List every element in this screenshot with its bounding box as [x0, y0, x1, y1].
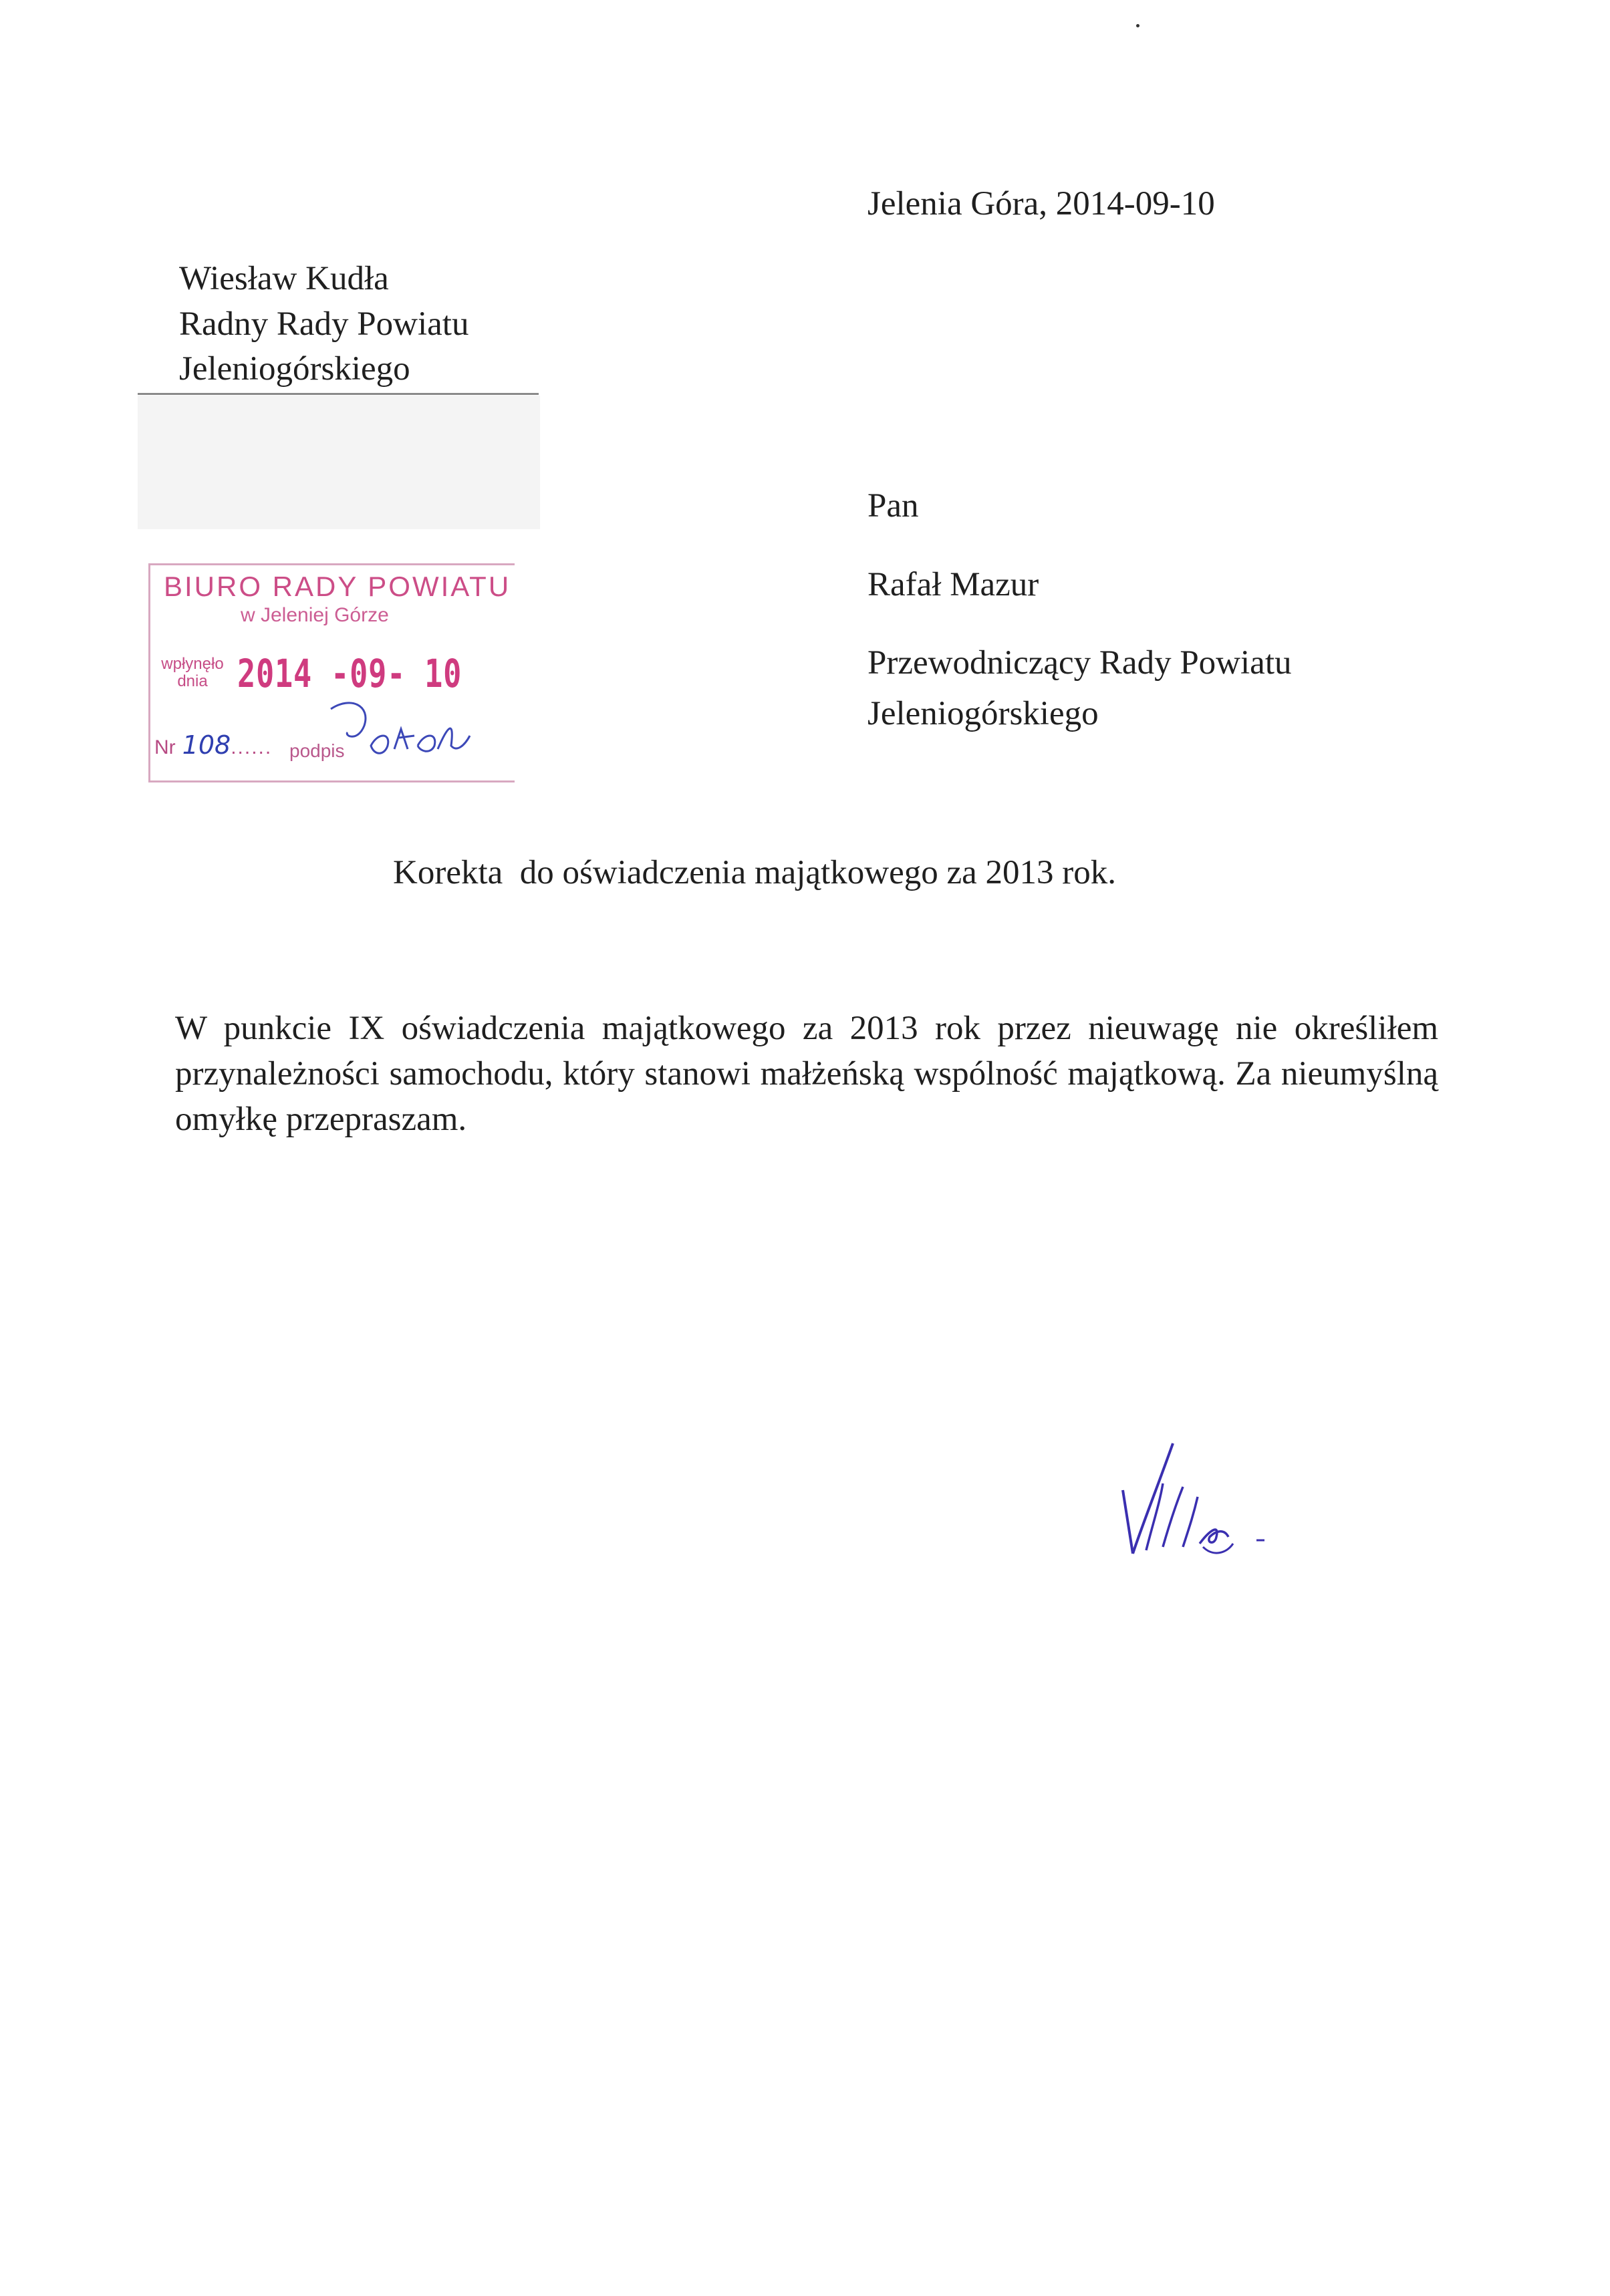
stamp-received-label-line1: wpłynęło: [161, 655, 224, 673]
stamp-number-value: 108: [182, 730, 231, 760]
stamp-office-location: w Jeleniej Górze: [241, 604, 389, 626]
letter-body-paragraph: W punkcie IX oświadczenia majątkowego za 2013 rok przez nieuwagę nie określiłem przynależności samochodu, który stanowi małżeńską wspólność majątkową. Za nieumyślną omyłkę przepraszam.: [175, 1010, 1438, 1138]
sender-title-line2: Jeleniogórskiego: [179, 350, 410, 388]
place-date: Jelenia Góra, 2014-09-10: [867, 185, 1215, 223]
recipient-salutation: Pan: [867, 487, 919, 525]
recipient-position-line2: Jeleniogórskiego: [867, 695, 1099, 732]
stamp-office-name: BIURO RADY POWIATU: [164, 571, 511, 602]
sender-name: Wiesław Kudła: [179, 260, 389, 297]
stamp-handwritten-initials: [150, 565, 525, 786]
stamp-received-label-line2: dnia: [177, 672, 208, 690]
redacted-area: [138, 396, 540, 529]
stamp-signature-label: podpis: [289, 740, 345, 761]
scan-speck: [1136, 24, 1139, 27]
sender-underline: [138, 393, 539, 395]
recipient-position-line1: Przewodniczący Rady Powiatu: [867, 644, 1292, 682]
letter-subject: Korekta do oświadczenia majątkowego za 2013 rok.: [393, 854, 1116, 891]
stamp-number-label: Nr: [154, 736, 176, 758]
stamp-received-date: 2014 -09- 10: [237, 651, 462, 696]
signature: [1109, 1437, 1283, 1570]
registry-stamp: [148, 563, 515, 782]
stamp-number-dots: ......: [231, 736, 273, 758]
sender-title-line1: Radny Rady Powiatu: [179, 305, 469, 343]
recipient-name: Rafał Mazur: [867, 566, 1039, 603]
letter-body: [175, 1006, 1438, 1142]
